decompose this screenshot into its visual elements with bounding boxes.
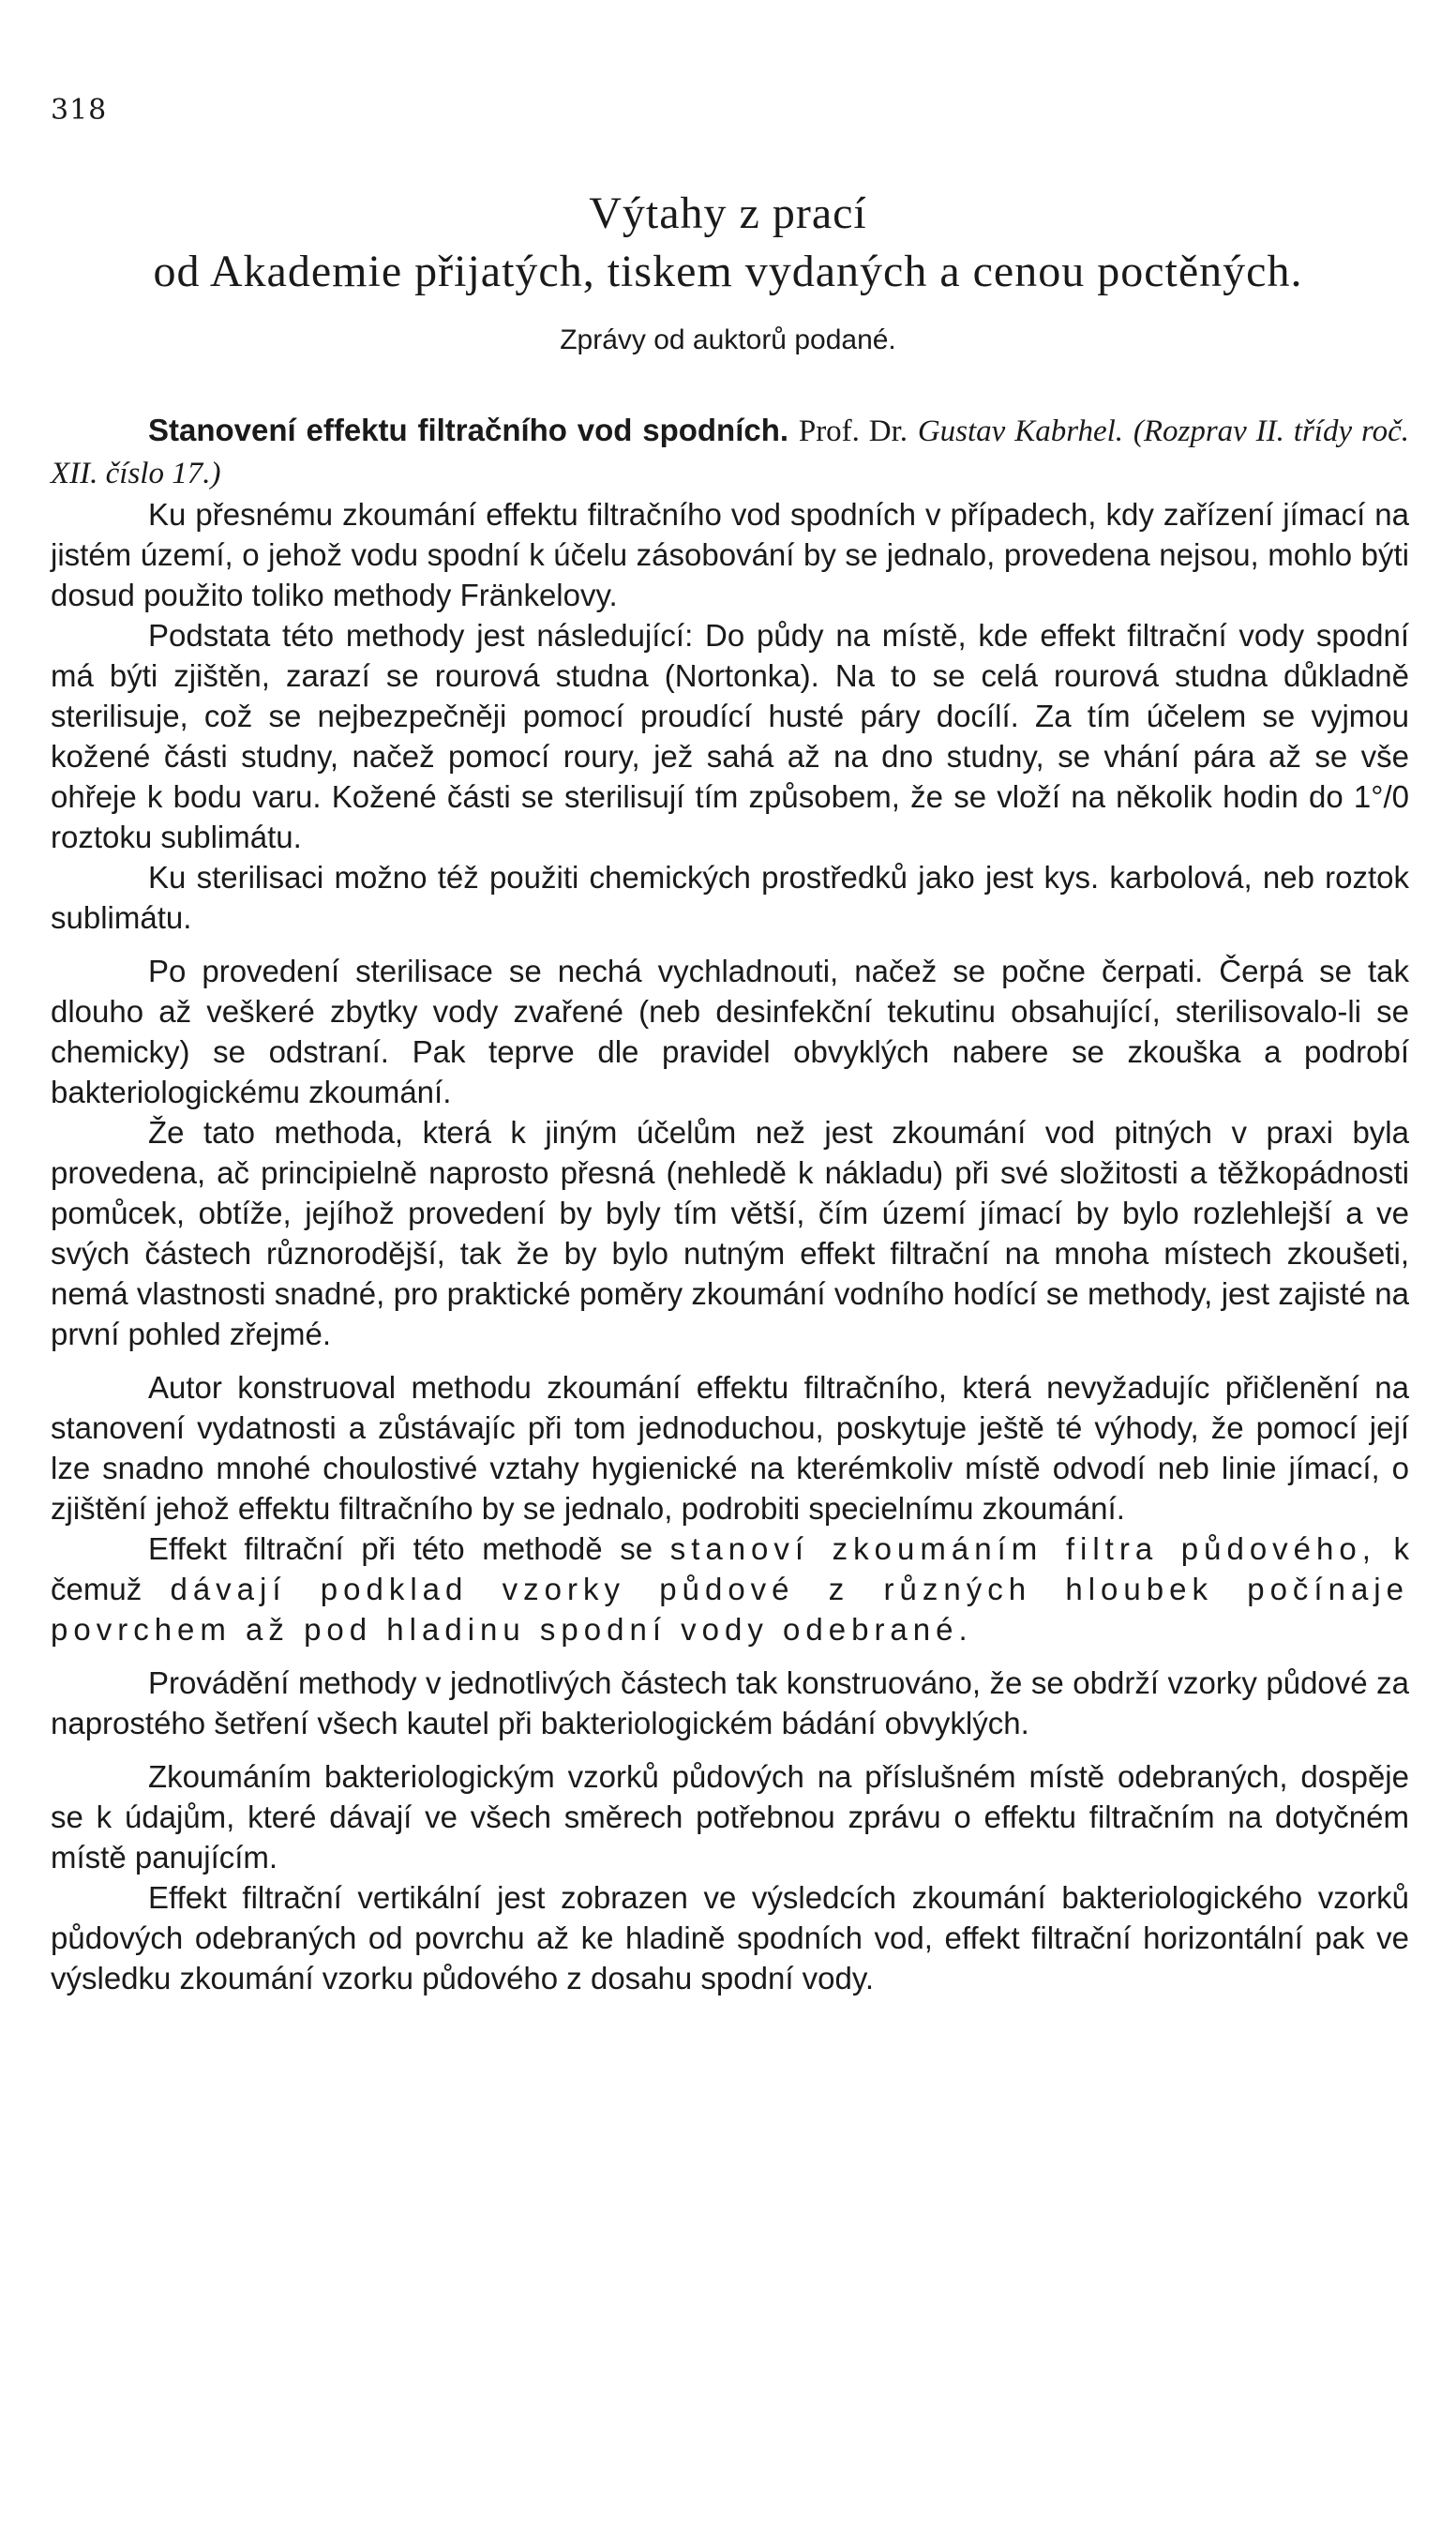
article-body (51, 410, 1409, 1998)
paragraph-6: Autor konstruoval methodu zkoumání effektu filtračního, která nevyžadujíc přičlenění na stanovení vydatnosti a zůstávajíc při tom jednoduchou, poskytuje ještě té výhody, že pomocí její lze snadno mnohé choulostivé vztahy hygienické na kterémkoliv místě odvodí neb linie jímací, o zjištění jehož effektu filtračního by se jednalo, podrobiti specielnímu zkoumání. (51, 1370, 1409, 1526)
article-source: (Rozprav II. třídy roč. XII. číslo 17.) (51, 414, 1409, 490)
page-title-line2: od Akademie přijatých, tiskem vydaných a cenou poctěných. (153, 247, 1303, 296)
article-title: Stanovení effektu filtračního vod spodních. (148, 413, 789, 447)
page-subtitle: Zprávy od auktorů podané. (560, 324, 896, 355)
paragraph-7-spaced-2: dávají podklad vzorky půdové z různých hloubek počínaje povrchem až pod hladinu spodní vody odebrané. (51, 1572, 1409, 1647)
paragraph-7-spaced-1: stanoví zkoumáním filtra půdového, (669, 1531, 1376, 1566)
paragraph-7-start: Effekt filtrační při této methodě se (148, 1531, 653, 1566)
paragraph-5: Že tato methoda, která k jiným účelům než jest zkoumání vod pitných v praxi byla provedena, ač principielně naprosto přesná (nehledě k nákladu) při své složitosti a těžkopádnosti pomůcek, obtíže, jejíhož provedení by byly tím větší, čím území jímací by bylo rozlehlejší a ve svých částech různorodější, tak že by bylo nutným effekt filtrační na mnoha místech zkoušeti, nemá vlastnosti snadné, pro praktické poměry zkoumání vodního hodící se methody, jest zajisté na první pohled zřejmé. (51, 1115, 1409, 1351)
paragraph-2: Podstata této methody jest následující: Do půdy na místě, kde effekt filtrační vody spodní má býti zjištěn, zarazí se rourová studna (Nortonka). Na to se celá rourová studna důkladně sterilisuje, což se nejbezpečněji pomocí proudící husté páry docílí. Za tím účelem se vyjmou kožené části studny, načež pomocí roury, jež sahá až na dno studny, se vhání pára až se vše ohřeje k bodu varu. Kožené části se sterilisují tím způsobem, že se vloží na několik hodin do 1°/0 roztoku sublimátu. (51, 618, 1409, 854)
paragraph-1: Ku přesnému zkoumání effektu filtračního vod spodních v případech, kdy zařízení jímací na jistém území, o jehož vodu spodní k účelu zásobování by se jednalo, provedena nejsou, mohlo býti dosud použito toliko methody Fränkelovy. (51, 497, 1409, 612)
paragraph-7-mid: k čemuž (51, 1531, 1409, 1606)
paragraph-9: Zkoumáním bakteriologickým vzorků půdových na příslušném místě odebraných, dospěje se k údajům, které dávají ve všech směrech potřebnou zprávu o effektu filtračním na dotyčném místě panujícím. (51, 1759, 1409, 1875)
article-author: Gustav Kabrhel. (917, 414, 1124, 448)
paragraph-10: Effekt filtrační vertikální jest zobrazen ve výsledcích zkoumání bakteriologického vzorků půdových odebraných od povrchu až ke hladině spodních vod, effekt filtrační horizontální pak ve výsledku zkoumání vzorku půdového z dosahu spodní vody. (51, 1880, 1409, 1995)
page-number: 318 (51, 94, 108, 127)
paragraph-3: Ku sterilisaci možno též použiti chemických prostředků jako jest kys. karbolová, neb roztok sublimátu. (51, 860, 1409, 935)
article-heading (51, 410, 1409, 494)
paragraph-8: Provádění methody v jednotlivých částech tak konstruováno, že se obdrží vzorky půdové za naprostého šetření všech kautel při bakteriologickém bádání obvyklých. (51, 1665, 1409, 1740)
page-title-line1: Výtahy z prací (589, 188, 867, 238)
paragraph-4: Po provedení sterilisace se nechá vychladnouti, načež se počne čerpati. Čerpá se tak dlouho až veškeré zbytky vody zvařené (neb desinfekční tekutinu obsahující, sterilisovalo-li se chemicky) se odstraní. Pak teprve dle pravidel obvyklých nabere se zkouška a podrobí bakteriologickému zkoumání. (51, 954, 1409, 1109)
article-prof: Prof. Dr. (798, 414, 908, 448)
paragraph-7 (51, 1529, 1409, 1649)
